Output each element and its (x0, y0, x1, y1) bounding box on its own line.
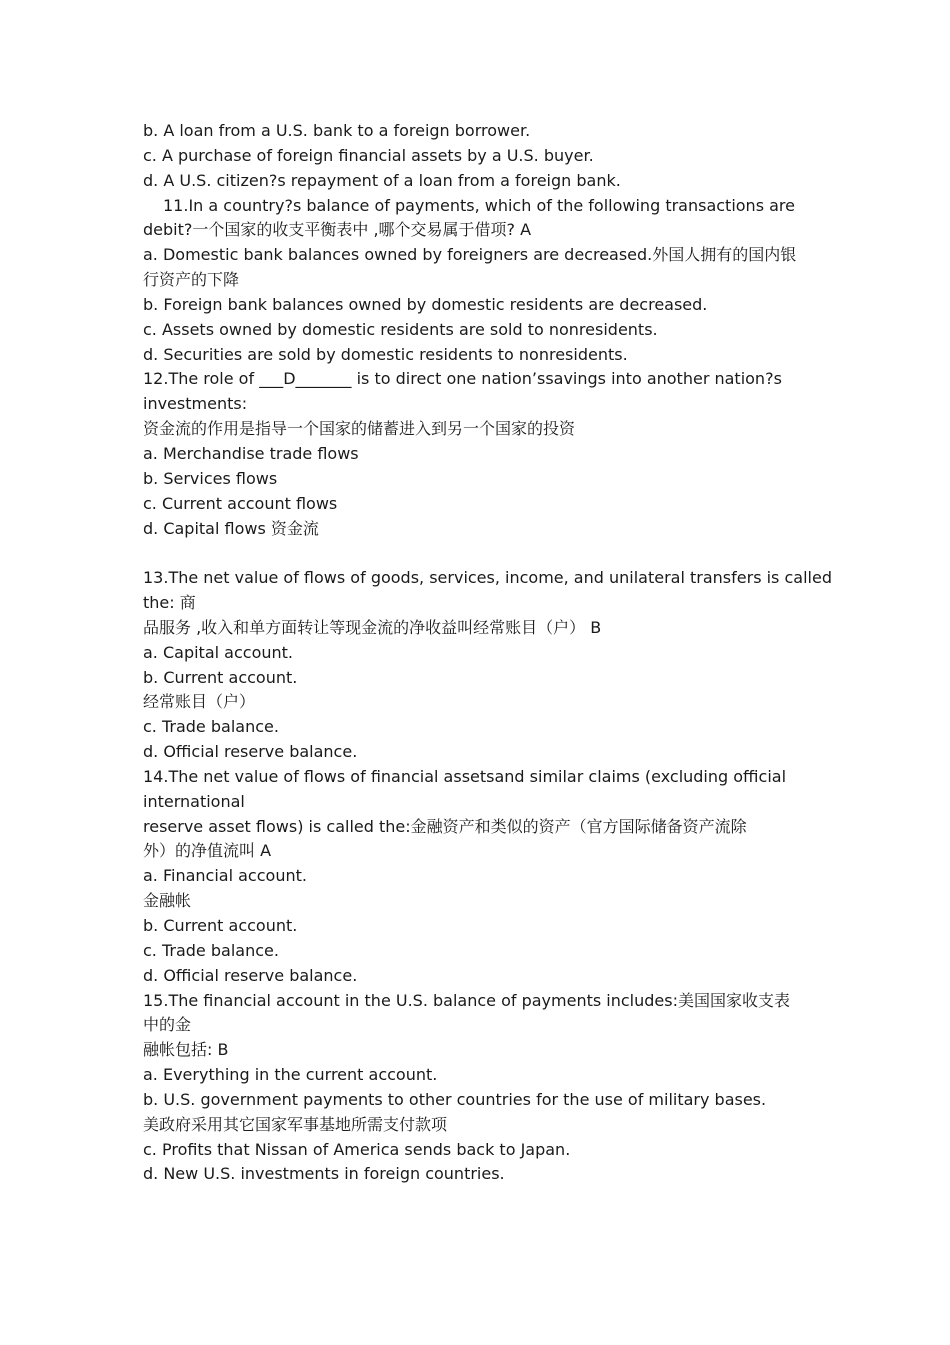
text-line: c. Trade balance. (143, 717, 279, 737)
text-line: 行资产的下降 (143, 270, 240, 290)
text-line: 金融帐 (143, 891, 192, 911)
text-line: d. Official reserve balance. (143, 965, 358, 985)
text-line: b. Services flows (143, 468, 278, 488)
text-line: d. Securities are sold by domestic residents to nonresidents. (143, 344, 628, 364)
text-line: c. Assets owned by domestic residents are sold to nonresidents. (143, 319, 658, 339)
text-line: international (143, 791, 245, 811)
text-line: b. Foreign bank balances owned by domestic residents are decreased. (143, 294, 708, 314)
text-line: b. Current account. (143, 916, 298, 935)
question-14: 14.The net value of flows of financial assetsand similar claims (excluding official (143, 766, 787, 786)
text-line: c. Current account flows (143, 493, 338, 513)
text-line: b. A loan from a U.S. bank to a foreign borrower. (143, 121, 531, 140)
text-line: reserve asset flows) is called the:金融资产和类似的资产（官方国际储备资产流除 (143, 816, 747, 836)
text-line: b. Current account. (143, 667, 298, 687)
text-line: d. Capital flows 资金流 (143, 518, 319, 538)
text-line: investments: (143, 394, 248, 414)
text-line: c. Trade balance. (143, 940, 279, 960)
text-line: 融帐包括: B (143, 1040, 229, 1060)
text-line: debit?一个国家的收支平衡表中 ,哪个交易属于借项? A (143, 220, 532, 240)
text-line: d. New U.S. investments in foreign countries. (143, 1164, 505, 1184)
page-content (143, 119, 833, 1187)
text-line: a. Everything in the current account. (143, 1065, 438, 1085)
text-line: c. Profits that Nissan of America sends back to Japan. (143, 1139, 571, 1159)
text-line: 外）的净值流叫 A (143, 841, 272, 861)
text-line: b. U.S. government payments to other countries for the use of military bases. (143, 1089, 767, 1109)
text-line: 品服务 ,收入和单方面转让等现金流的净收益叫经常账目（户） B (143, 617, 602, 637)
text-line: 经常账目（户） (143, 692, 256, 712)
text-line: a. Capital account. (143, 642, 293, 662)
text-line: a. Domestic bank balances owned by foreigners are decreased.外国人拥有的国内银 (143, 245, 797, 265)
question-15: 15.The financial account in the U.S. balance of payments includes:美国国家收支表 (143, 990, 790, 1010)
question-12: 12.The role of ___D_______ is to direct one nation’ssavings into another nation?s (143, 369, 782, 389)
blank-line (143, 541, 833, 566)
text-line: a. Financial account. (143, 866, 307, 886)
text-line: c. A purchase of foreign financial assets by a U.S. buyer. (143, 145, 594, 165)
text-line: d. A U.S. citizen?s repayment of a loan from a foreign bank. (143, 170, 621, 190)
text-line: a. Merchandise trade flows (143, 443, 359, 463)
text-line: the: 商 (143, 593, 196, 613)
text-line: d. Official reserve balance. (143, 742, 358, 762)
question-13: 13.The net value of flows of goods, services, income, and unilateral transfers is called (143, 568, 832, 588)
text-line: 中的金 (143, 1015, 192, 1035)
question-11: 11.In a country?s balance of payments, which of the following transactions are (163, 195, 795, 215)
text-line: 美政府采用其它国家军事基地所需支付款项 (143, 1114, 448, 1134)
text-line: 资金流的作用是指导一个国家的储蓄进入到另一个国家的投资 (143, 419, 576, 439)
